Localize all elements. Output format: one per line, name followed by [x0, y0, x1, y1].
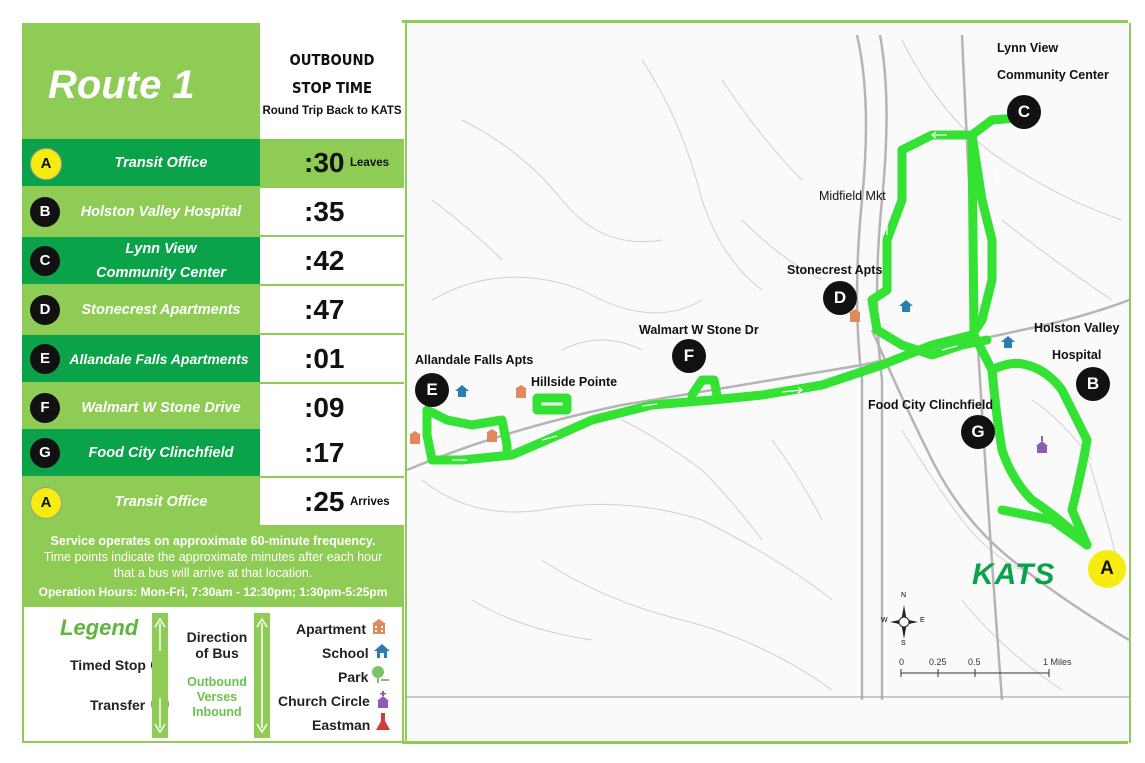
stop-badge: A [30, 148, 62, 180]
map-streets [407, 23, 1129, 743]
map-stop-c[interactable]: C [1007, 95, 1041, 129]
direction-arrow-icon [254, 613, 270, 738]
schedule-row [22, 188, 404, 235]
legend-title: Legend [60, 615, 139, 640]
label-community-center: Community Center [997, 68, 1109, 82]
schedule-row [22, 478, 404, 525]
time-suffix: Arrives [350, 496, 390, 508]
service-frequency: Service operates on approximate 60-minute frequency. [50, 534, 376, 548]
map-stop-e[interactable]: E [415, 373, 449, 407]
legend-church: Church Circle [278, 693, 370, 709]
stop-badge: D [30, 295, 60, 325]
stop-name: Stonecrest Apartments [81, 301, 241, 318]
church-icon [376, 691, 390, 709]
label-allandale: Allandale Falls Apts [415, 353, 534, 367]
stop-time: :35 [304, 196, 345, 227]
school-icon [899, 299, 913, 313]
stop-name: Food City Clinchfield [88, 444, 234, 461]
stop-time: :01 [304, 343, 345, 374]
stop-time: :30 [304, 147, 345, 178]
stop-name-line1: Lynn View [125, 240, 197, 257]
stop-time: :17 [304, 437, 345, 468]
legend-outbound-inbound: Outbound Verses Inbound [187, 675, 247, 719]
eastman-icon [376, 713, 390, 731]
label-holston-valley: Holston Valley [1034, 321, 1120, 335]
school-icon [1001, 335, 1015, 349]
stop-time: :09 [304, 392, 345, 423]
label-midfield: Midfield Mkt [819, 189, 886, 203]
direction-arrow-icon [152, 613, 168, 738]
label-food-city: Food City Clinchfield [868, 398, 993, 412]
stop-badge: C [30, 246, 60, 276]
label-lynn-view: Lynn View [997, 41, 1059, 55]
map-stop-a[interactable]: A [1088, 550, 1126, 588]
park-icon [370, 665, 390, 685]
time-suffix: Leaves [350, 157, 390, 169]
schedule-row [22, 335, 404, 382]
route-title: Route 1 [48, 63, 195, 107]
apartment-icon [486, 429, 498, 443]
stop-time: :25 [304, 486, 345, 517]
legend-transfer: Transfer [90, 697, 146, 713]
legend-apartment: Apartment [296, 621, 367, 637]
outbound-label: OUTBOUND [289, 51, 375, 69]
stop-name-line2: Community Center [96, 264, 226, 281]
label-stonecrest: Stonecrest Apts [787, 263, 883, 277]
stop-badge: A [30, 487, 62, 519]
legend-park: Park [338, 669, 369, 685]
compass-n: N [901, 592, 907, 599]
schedule-row [22, 286, 404, 333]
stop-name: Holston Valley Hospital [80, 203, 242, 220]
stop-badge: B [30, 197, 60, 227]
legend-school: School [322, 645, 369, 661]
stop-name: Walmart W Stone Drive [81, 399, 241, 416]
route-title-box [22, 23, 260, 139]
service-note-2: that a bus will arrive at that location. [113, 566, 313, 580]
schedule-row [22, 237, 404, 284]
label-hospital: Hospital [1052, 348, 1102, 362]
label-walmart: Walmart W Stone Dr [639, 323, 759, 337]
legend-eastman: Eastman [312, 717, 371, 733]
stop-badge: G [30, 438, 60, 468]
stop-badge: F [30, 393, 60, 423]
stop-time: :42 [304, 245, 345, 276]
kats-logo: KATS [972, 558, 1056, 591]
map-stop-b[interactable]: B [1076, 367, 1110, 401]
label-hillside: Hillside Pointe [531, 375, 618, 389]
service-info [22, 525, 404, 605]
apartment-icon [372, 619, 386, 635]
legend [24, 607, 402, 741]
legend-timed-stop: Timed Stop [70, 657, 146, 673]
map-frame-bottom [402, 741, 1128, 744]
legend-direction: Direction of Bus [186, 629, 248, 661]
apartment-icon [409, 431, 421, 445]
compass-w: W [881, 617, 888, 624]
map-stop-f[interactable]: F [672, 339, 706, 373]
stop-badge: E [30, 344, 60, 374]
stop-time: :47 [304, 294, 345, 325]
schedule-panel [22, 23, 404, 743]
outbound-header [260, 23, 404, 139]
map-stop-g[interactable]: G [961, 415, 995, 449]
service-note-1: Time points indicate the approximate minutes after each hour [43, 550, 383, 564]
stop-name [62, 237, 260, 284]
schedule-row [22, 384, 404, 431]
scale-bar [899, 667, 1069, 679]
stop-time-label: STOP TIME [291, 79, 373, 97]
stop-name: Allandale Falls Apartments [69, 350, 249, 367]
map-stop-d[interactable]: D [823, 281, 857, 315]
schedule-row [22, 139, 404, 186]
school-icon [374, 643, 390, 659]
stop-name: Transit Office [114, 493, 208, 510]
apartment-icon [849, 309, 861, 323]
compass-s: S [901, 640, 906, 647]
school-icon [455, 384, 469, 398]
stop-name: Transit Office [114, 154, 208, 171]
church-icon [1035, 436, 1049, 454]
route-map[interactable]: Lynn View Community Center C Midfield Mkt Stonecrest Apts D Walmart W Stone Dr F Allandale Falls Apts E Hillside Pointe Holston Valley Hospital B Food City Clinchfield G A N E S W 0 0.25 0.5 1 Miles [405, 23, 1131, 743]
apartment-icon [515, 385, 527, 399]
compass-e: E [920, 617, 925, 624]
round-trip-label: Round Trip Back to KATS [262, 105, 402, 117]
operation-hours: Operation Hours: Mon-Fri, 7:30am - 12:30pm; 1:30pm-5:25pm [38, 585, 388, 599]
schedule-row [22, 429, 404, 476]
